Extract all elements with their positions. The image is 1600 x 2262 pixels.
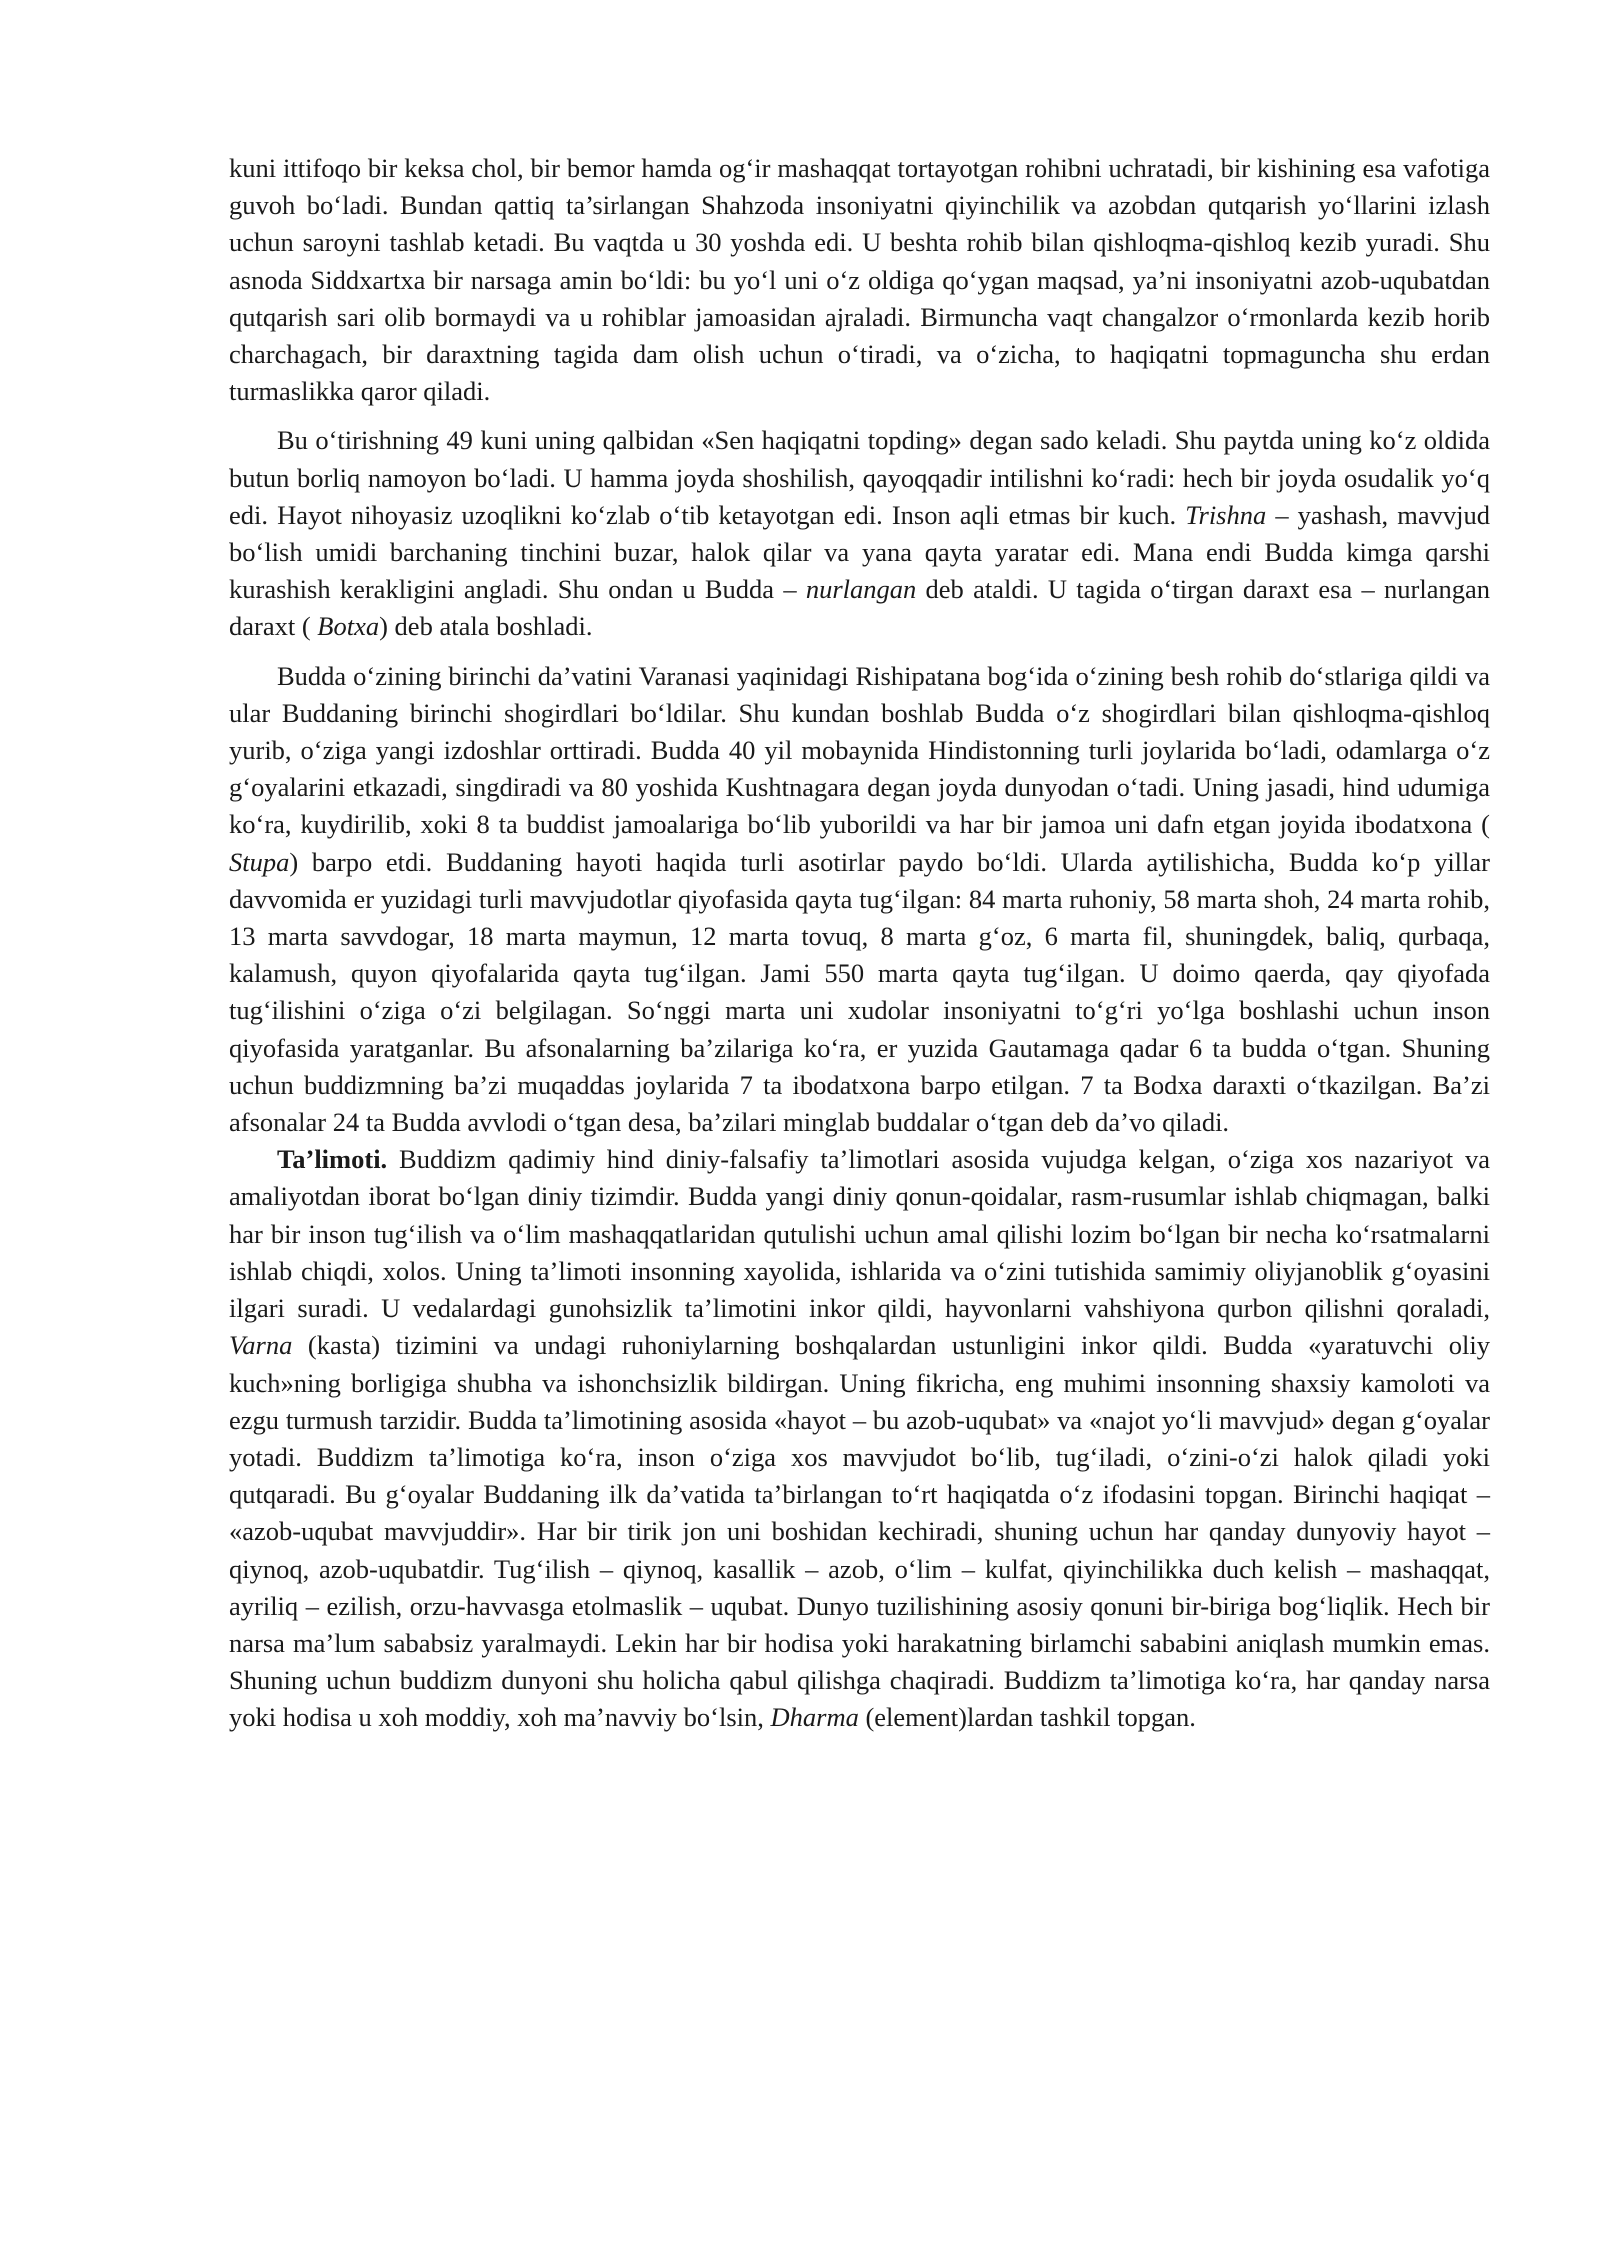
paragraph-2 [229,422,1490,645]
italic-term: Trishna [1185,499,1267,530]
paragraph-text: ) barpo etdi. Buddaning hayoti haqida turli asotirlar paydo bo‘ldi. Ularda aytilishicha, Budda ko‘p yillar davvomida er yuzidagi turli mavvjudotlar qiyofasida qayta tug‘ilgan: 84 marta ruhoniy, 58 marta shoh, 24 marta rohib, 13 marta savvdogar, 18 marta maymun, 12 marta tovuq, 8 marta g‘oz, 6 marta fil, shuningdek, baliq, qurbaqa, kalamush, quyon qiyofalarida qayta tug‘ilgan. Jami 550 marta qayta tug‘ilgan. U doimo qaerda, qay qiyofada tug‘ilishini o‘ziga o‘zi belgilagan. So‘nggi marta uni xudolar insoniyatni to‘g‘ri yo‘lga boshlashi uchun inson qiyofasida yaratganlar. Bu afsonalarning ba’zilariga ko‘ra, er yuzida Gautamaga qadar 6 ta budda o‘tgan. Shuning uchun buddizmning ba’zi muqaddas joylarida 7 ta ibodatxona barpo etilgan. 7 ta Bodxa daraxti o‘tkazilgan. Ba’zi afsonalar 24 ta Budda avvlodi o‘tgan desa, ba’zilari minglab buddalar o‘tgan deb da’vo qiladi. [229,846,1490,1138]
paragraph-text: deb ataldi. U tagida o‘tirgan daraxt esa – nurlangan daraxt ( [229,574,1490,642]
paragraph-text: – yashash, mavvjud bo‘lish umidi barchaning tinchini buzar, halok qilar va yana qayta yaratar edi. Mana endi Budda kimga qarshi kurashish kerakligini angladi. Shu ondan u Budda – [229,499,1490,605]
paragraph-text: (element)lardan tashkil topgan. [858,1702,1196,1733]
paragraph-4 [229,1141,1490,1736]
paragraph-3 [229,658,1490,1142]
paragraph-1 [229,150,1490,410]
paragraph-text: Bu o‘tirishning 49 kuni uning qalbidan «Sen haqiqatni topding» degan sado keladi. Shu paytda uning ko‘z oldida butun borliq namoyon bo‘ladi. U hamma joyda shoshilish, qayoqqadir intilishni ko‘radi: hech bir joyda osudalik yo‘q edi. Hayot nihoyasiz uzoqlikni ko‘zlab o‘tib ketayotgan edi. Inson aqli etmas bir kuch. [229,425,1490,530]
italic-term: Dharma [770,1702,859,1733]
italic-term: Stupa [229,846,290,877]
italic-term: Botxa [317,611,380,642]
paragraph-text: Buddizm qadimiy hind diniy-falsafiy ta’limotlari asosida vujudga kelgan, o‘ziga xos nazariyot va amaliyotdan iborat bo‘lgan diniy tizimdir. Budda yangi diniy qonun-qoidalar, rasm-rusumlar ishlab chiqmagan, balki har bir inson tug‘ilish va o‘lim mashaqqatlaridan qutulishi uchun amal qilishi lozim bo‘lgan bir necha ko‘rsatmalarni ishlab chiqdi, xolos. Uning ta’limoti insonning xayolida, ishlarida va o‘zini tutishida samimiy oliyjanoblik g‘oyasini ilgari suradi. U vedalardagi gunohsizlik ta’limotini inkor qildi, hayvonlarni vahshiyona qurbon qilishni qoraladi, [229,1144,1490,1324]
italic-term: Varna [229,1330,293,1361]
paragraph-text: kuni ittifoqo bir keksa chol, bir bemor hamda og‘ir mashaqqat tortayotgan rohibni uchratadi, bir kishining esa vafotiga guvoh bo‘ladi. Bundan qattiq ta’sirlangan Shahzoda insoniyatni qiyinchilik va azobdan qutqarish yo‘llarini izlash uchun saroyni tashlab ketadi. Bu vaqtda u 30 yoshda edi. U beshta rohib bilan qishloqma-qishloq kezib yuradi. Shu asnoda Siddxartxa bir narsaga amin bo‘ldi: bu yo‘l uni o‘z oldiga qo‘ygan maqsad, ya’ni insoniyatni azob-uqubatdan qutqarish sari olib bormaydi va u rohiblar jamoasidan ajraladi. Birmuncha vaqt changalzor o‘rmonlarda kezib horib charchagach, bir daraxtning tagida dam olish uchun o‘tiradi, va o‘zicha, to haqiqatni topmaguncha shu erdan turmaslikka qaror qiladi. [229,153,1490,407]
paragraph-text: (kasta) tizimini va undagi ruhoniylarning boshqalardan ustunligini inkor qildi. Budda «yaratuvchi oliy kuch»ning borligiga shubha va ishonchsizlik bildirgan. Uning fikricha, eng muhimi insonning shaxsiy kamoloti va ezgu turmush tarzidir. Budda ta’limotining asosida «hayot – bu azob-uqubat» va «najot yo‘li mavvjud» degan g‘oyalar yotadi. Buddizm ta’limotiga ko‘ra, inson o‘ziga xos mavvjudot bo‘lib, tug‘iladi, o‘zini-o‘zi halok qiladi yoki qutqaradi. Bu g‘oyalar Buddaning ilk da’vatida ta’birlangan to‘rt haqiqatda o‘z ifodasini topgan. Birinchi haqiqat – «azob-uqubat mavvjuddir». Har bir tirik jon uni boshidan kechiradi, shuning uchun har qanday dunyoviy hayot – qiynoq, azob-uqubatdir. Tug‘ilish – qiynoq, kasallik – azob, o‘lim – kulfat, qiyinchilikka duch kelish – mashaqqat, ayriliq – ezilish, orzu-havvasga etolmaslik – uqubat. Dunyo tuzilishining asosiy qonuni bir-biriga bog‘liqlik. Hech bir narsa ma’lum sababsiz yaralmaydi. Lekin har bir hodisa yoki harakatning birlamchi sababini aniqlash mumkin emas. Shuning uchun buddizm dunyoni shu holicha qabul qilishga chaqiradi. Buddizm ta’limotiga ko‘ra, har qanday narsa yoki hodisa u xoh moddiy, xoh ma’navviy bo‘lsin, [229,1330,1490,1733]
document-page [229,150,1490,1737]
section-heading: Ta’limoti. [277,1144,388,1175]
paragraph-text: Budda o‘zining birinchi da’vatini Varanasi yaqinidagi Rishipatana bog‘ida o‘zining besh rohib do‘stlariga qildi va ular Buddaning birinchi shogirdlari bo‘ldilar. Shu kundan boshlab Budda o‘z shogirdlari bilan qishloqma-qishloq yurib, o‘ziga yangi izdoshlar orttiradi. Budda 40 yil mobaynida Hindistonning turli joylarida bo‘ladi, odamlarga o‘z g‘oyalarini etkazadi, singdiradi va 80 yoshida Kushtnagara degan joyda dunyodan o‘tadi. Uning jasadi, hind udumiga ko‘ra, kuydirilib, xoki 8 ta buddist jamoalariga bo‘lib yuborildi va har bir jamoa uni dafn etgan joyida ibodatxona ( [229,660,1490,840]
italic-term: nurlangan [805,574,917,605]
paragraph-text: ) deb atala boshladi. [379,611,593,642]
